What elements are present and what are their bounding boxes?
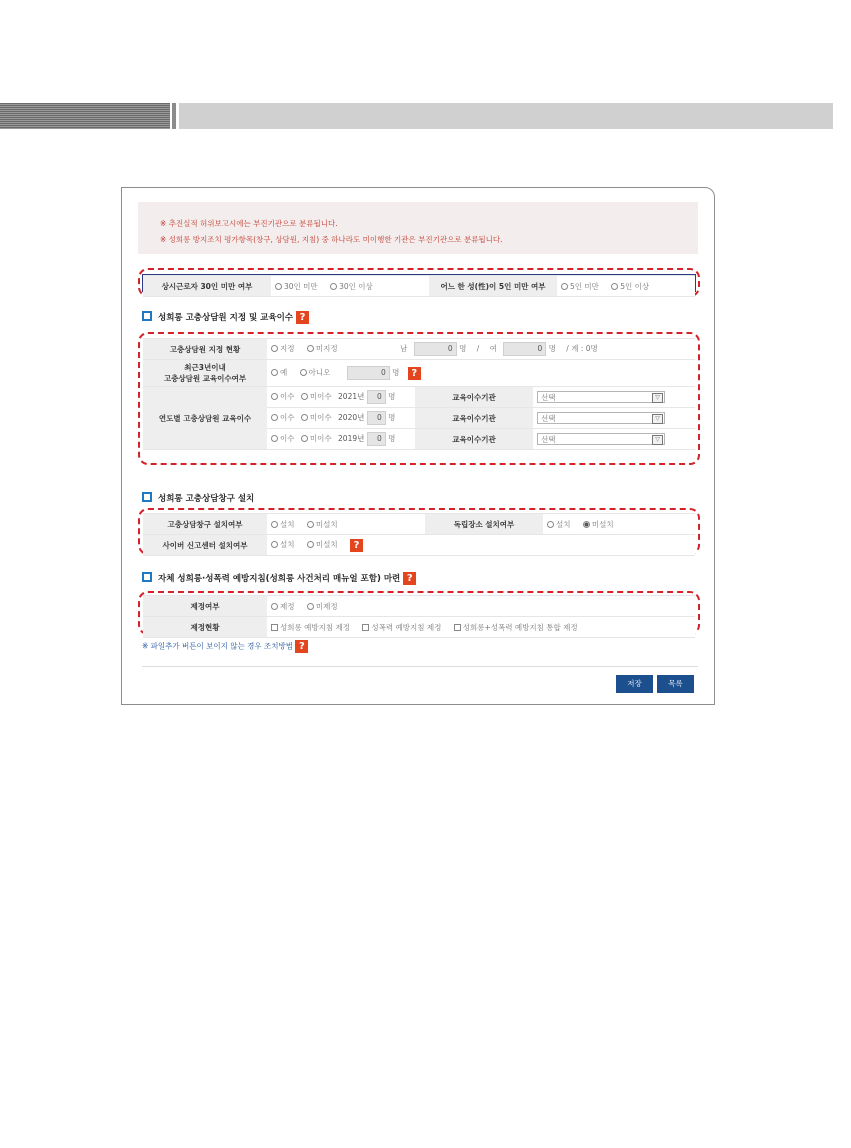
chevron-down-icon: ▽ (652, 393, 663, 403)
total-count: / 계 : 0명 (566, 344, 598, 353)
unit-label: 명 (388, 413, 396, 422)
male-label: 남 (400, 344, 408, 353)
unit-label: 명 (392, 368, 400, 377)
unit-label: 명 (548, 344, 556, 353)
year-label: 2020년 (338, 413, 365, 422)
radio-not-completed[interactable]: 미이수 (301, 392, 332, 401)
checkbox-violence-guideline[interactable]: 성폭력 예방지침 제정 (362, 623, 441, 632)
unit-label: 명 (388, 392, 396, 401)
checkbox-harassment-guideline[interactable]: 성희롱 예방지침 제정 (271, 623, 350, 632)
desk-installed-label: 고충상담창구 설치여부 (143, 514, 267, 535)
help-icon[interactable]: ? (295, 640, 308, 653)
chevron-down-icon: ▽ (652, 414, 663, 424)
gender-label: 어느 한 성(性)이 5인 미만 여부 (429, 276, 557, 297)
notice-line: ※ 추진실적 허위보고시에는 부진기관으로 분류됩니다. (160, 219, 338, 228)
chevron-down-icon: ▽ (652, 435, 663, 445)
header-bar-dark (0, 103, 170, 129)
institution-label: 교육이수기관 (415, 387, 533, 408)
checkbox-combined-guideline[interactable]: 성희롱+성폭력 예방지침 통합 제정 (454, 623, 578, 632)
radio-completed[interactable]: 이수 (271, 392, 295, 401)
unit-label: 명 (388, 434, 396, 443)
radio-desk-not-installed[interactable]: 미설치 (307, 520, 338, 529)
year-row (267, 387, 415, 408)
workforce-label: 상시근로자 30인 미만 여부 (143, 276, 271, 297)
help-icon[interactable]: ? (296, 311, 309, 324)
radio-cyber-installed[interactable]: 설치 (271, 540, 295, 549)
radio-not-enacted[interactable]: 미제정 (307, 602, 338, 611)
education-count-input[interactable]: 0 (347, 366, 390, 380)
year-label: 2019년 (338, 434, 365, 443)
year-row (267, 429, 415, 450)
institution-select[interactable]: 선택 ▽ (537, 412, 665, 424)
year-row (267, 408, 415, 429)
radio-under-30[interactable]: 30인 미만 (275, 282, 318, 291)
radio-yes[interactable]: 예 (271, 368, 287, 377)
institution-label: 교육이수기관 (415, 429, 533, 450)
radio-not-designated[interactable]: 미지정 (307, 344, 338, 353)
file-upload-help-link[interactable]: ※ 파일추가 버튼이 보이지 않는 경우 조치방법 ? (142, 640, 308, 653)
radio-cyber-not-installed[interactable]: 미설치 (307, 540, 338, 549)
section-title-counselor: 성희롱 고충상담원 지정 및 교육이수 ? (142, 311, 309, 324)
female-count-input[interactable]: 0 (503, 342, 546, 356)
radio-enacted[interactable]: 제정 (271, 602, 295, 611)
radio-completed[interactable]: 이수 (271, 434, 295, 443)
counselor-designation-label: 고충상담원 지정 현황 (143, 339, 267, 360)
section-bullet-icon (142, 492, 152, 502)
institution-label: 교육이수기관 (415, 408, 533, 429)
help-icon[interactable]: ? (408, 367, 421, 380)
separator-label: / (476, 344, 480, 353)
section-bullet-icon (142, 311, 152, 321)
radio-desk-installed[interactable]: 설치 (271, 520, 295, 529)
radio-over-5[interactable]: 5인 이상 (611, 282, 649, 291)
radio-not-completed[interactable]: 미이수 (301, 434, 332, 443)
year-count-input[interactable]: 0 (367, 411, 386, 425)
yearly-education-label: 연도별 고충상담원 교육이수 (143, 387, 267, 450)
section-title-guidelines: 자체 성희롱·성폭력 예방지침(성희롱 사건처리 매뉴얼 포함) 마련 ? (142, 572, 416, 585)
year-count-input[interactable]: 0 (367, 432, 386, 446)
help-icon[interactable]: ? (350, 539, 363, 552)
header-bar (0, 103, 833, 129)
notice-box (138, 202, 698, 254)
counseling-desk-table (143, 513, 695, 556)
list-button[interactable]: 목록 (657, 675, 694, 693)
notice-line: ※ 성희롱 방지조치 평가항목(창구, 상담원, 지침) 중 하나라도 미이행한 기관은 부진기관으로 분류됩니다. (160, 235, 503, 244)
radio-designated[interactable]: 지정 (271, 344, 295, 353)
enactment-status-label: 제정현황 (143, 617, 267, 638)
male-count-input[interactable]: 0 (414, 342, 457, 356)
radio-room-installed[interactable]: 설치 (547, 520, 571, 529)
divider (142, 666, 698, 667)
radio-under-5[interactable]: 5인 미만 (561, 282, 599, 291)
section-title-counseling-desk: 성희롱 고충상담창구 설치 (142, 492, 254, 504)
counselor-table (143, 338, 695, 450)
guidelines-table (143, 595, 695, 638)
enactment-label: 제정여부 (143, 596, 267, 617)
radio-over-30[interactable]: 30인 이상 (330, 282, 373, 291)
institution-select[interactable]: 선택 ▽ (537, 391, 665, 403)
female-label: 여 (489, 344, 497, 353)
unit-label: 명 (459, 344, 467, 353)
cyber-center-label: 사이버 신고센터 설치여부 (143, 535, 267, 556)
radio-room-not-installed[interactable]: 미설치 (583, 520, 614, 529)
header-bar-light (179, 103, 833, 129)
radio-no[interactable]: 아니오 (300, 368, 331, 377)
institution-select[interactable]: 선택 ▽ (537, 433, 665, 445)
year-label: 2021년 (338, 392, 365, 401)
section-bullet-icon (142, 572, 152, 582)
independent-room-label: 독립장소 설치여부 (425, 514, 543, 535)
help-icon[interactable]: ? (403, 572, 416, 585)
education-3yr-label: 최근3년이내 고충상담원 교육이수여부 (143, 360, 267, 387)
year-count-input[interactable]: 0 (367, 390, 386, 404)
save-button[interactable]: 저장 (616, 675, 653, 693)
workforce-table (143, 275, 695, 297)
radio-not-completed[interactable]: 미이수 (301, 413, 332, 422)
header-bar-separator (172, 103, 176, 129)
form-panel (121, 187, 715, 705)
radio-completed[interactable]: 이수 (271, 413, 295, 422)
